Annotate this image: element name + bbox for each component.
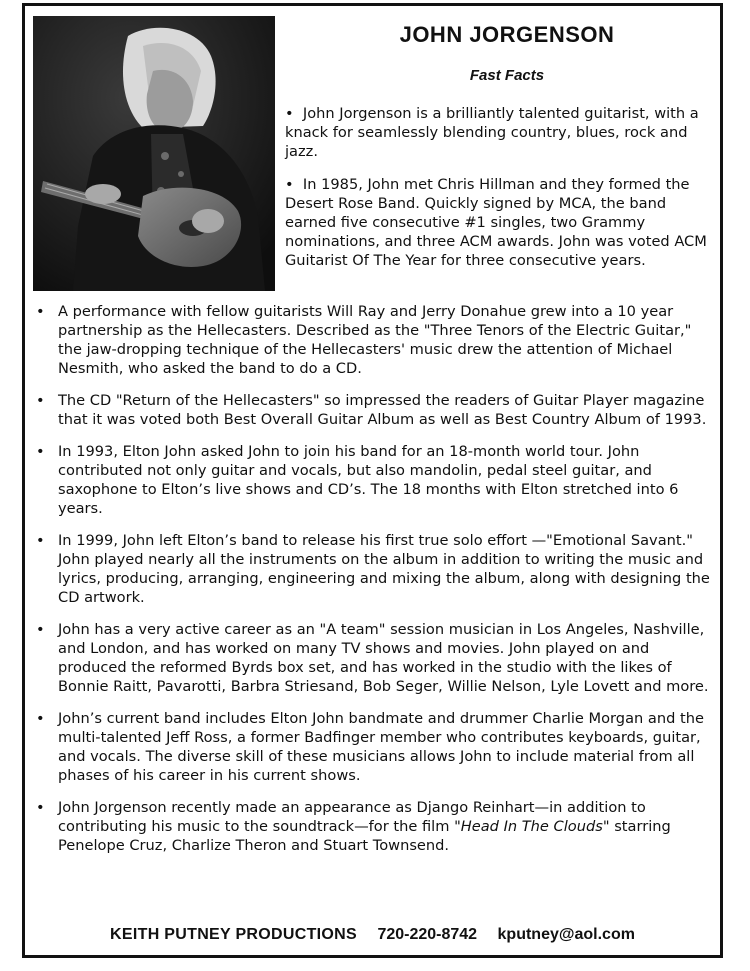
bullet-text: In 1999, John left Elton’s band to release his first true solo effort —"Emotional Savant." John played nearly all the instruments on the album in addition to writing the music and lyrics, producing, arranging, engineering and mixing the album, along with designing the CD artwork. — [58, 532, 710, 606]
guitarist-photo — [33, 16, 275, 291]
page-title: JOHN JORGENSON — [399, 22, 615, 47]
film-title: "Head In The Clouds" — [454, 818, 610, 835]
email-address: kputney@aol.com — [497, 926, 635, 943]
footer-contact — [22, 926, 723, 944]
bullet-text: In 1985, John met Chris Hillman and they formed the Desert Rose Band. Quickly signed by MCA, the band earned five consecutive #1 singles, two Grammy nominations, and three ACM awards. John was voted ACM Guitarist Of The Year for three consecutive years. — [285, 176, 707, 269]
intro-bullet — [285, 104, 710, 161]
bullet-marker: • — [36, 303, 45, 320]
bullet-marker: • — [36, 621, 45, 638]
bullet-text: starring Penelope Cruz, Charlize Theron and Stuart Townsend. — [58, 818, 671, 854]
bullet-marker: • — [285, 176, 294, 193]
list-item — [36, 531, 716, 607]
bullet-text: John Jorgenson is a brilliantly talented guitarist, with a knack for seamlessly blending country, blues, rock and jazz. — [285, 105, 699, 160]
bullet-text: In 1993, Elton John asked John to join his band for an 18-month world tour. John contributed not only guitar and vocals, but also mandolin, pedal steel guitar, and saxophone to Elton’s live shows and CD’s. The 18 months with Elton stretched into 6 years. — [58, 443, 679, 517]
bullet-text: A performance with fellow guitarists Will Ray and Jerry Donahue grew into a 10 year partnership as the Hellecasters. Described as the "Three Tenors of the Electric Guitar," the jaw-dropping technique of the Hellecasters' music drew the attention of Michael Nesmith, who asked the band to do a CD. — [58, 303, 692, 377]
bullet-marker: • — [285, 105, 294, 122]
list-item — [36, 798, 716, 855]
list-item — [36, 709, 716, 785]
bullet-marker: • — [36, 532, 45, 549]
list-item — [36, 302, 716, 378]
list-item — [36, 391, 716, 429]
bullet-text: The CD "Return of the Hellecasters" so impressed the readers of Guitar Player magazine that it was voted both Best Overall Guitar Album as well as Best Country Album of 1993. — [58, 392, 707, 428]
intro-bullet — [285, 175, 710, 270]
fact-list — [36, 302, 716, 868]
phone-number: 720-220-8742 — [377, 926, 478, 943]
page-subtitle: Fast Facts — [469, 67, 545, 84]
list-item — [36, 620, 716, 696]
bullet-marker: • — [36, 392, 45, 409]
bullet-text: John Jorgenson recently made an appearance as Django Reinhart—in addition to contributing his music to the soundtrack—for the film — [58, 799, 646, 835]
list-item — [36, 442, 716, 518]
guitarist-photo-icon — [33, 16, 275, 291]
bullet-text: John’s current band includes Elton John bandmate and drummer Charlie Morgan and the multi-talented Jeff Ross, a former Badfinger member who contributes keyboards, guitar, and vocals. The diverse skill of these musicians allows John to include material from all phases of his career in his current shows. — [58, 710, 704, 784]
company-name: KEITH PUTNEY PRODUCTIONS — [110, 926, 357, 943]
bullet-marker: • — [36, 799, 45, 816]
bullet-marker: • — [36, 443, 45, 460]
bullet-text: John has a very active career as an "A team" session musician in Los Angeles, Nashville, and London, and has worked on many TV shows and movies. John played on and produced the reformed Byrds box set, and has worked in the studio with the likes of Bonnie Raitt, Pavarotti, Barbra Striesand, Bob Seger, Willie Nelson, Lyle Lovett and more. — [58, 621, 709, 695]
bullet-marker: • — [36, 710, 45, 727]
